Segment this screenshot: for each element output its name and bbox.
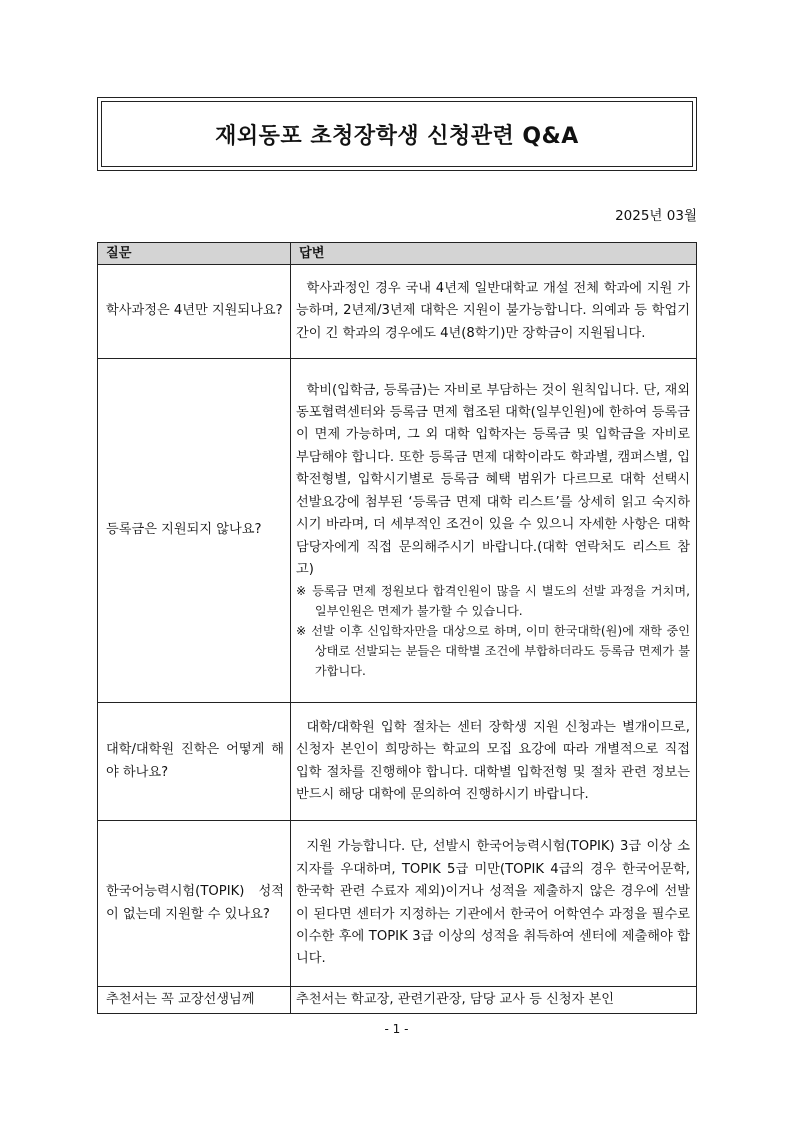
table-row — [98, 987, 697, 1014]
question-cell: 등록금은 지원되지 않나요? — [98, 359, 291, 703]
table-row — [98, 359, 697, 703]
answer-text: 추천서는 학교장, 관련기관장, 담당 교사 등 신청자 본인 — [296, 992, 614, 1007]
answer-cell — [291, 987, 697, 1014]
table-header-row — [98, 243, 697, 265]
table-row — [98, 703, 697, 821]
table-row — [98, 821, 697, 987]
answer-text: 대학/대학원 입학 절차는 센터 장학생 지원 신청과는 별개이므로, 신청자 본인이 희망하는 학교의 모집 요강에 따라 개별적으로 직접 입학 절차를 진행해야 합니다. 대학별 입학전형 및 절차 관련 정보는 반드시 해당 대학에 문의하여 진행하시기 바랍니다. — [296, 719, 690, 802]
answer-cell — [291, 359, 697, 703]
question-cell: 학사과정은 4년만 지원되나요? — [98, 265, 291, 359]
question-cell: 대학/대학원 진학은 어떻게 해야 하나요? — [98, 703, 291, 821]
answer-cell — [291, 265, 697, 359]
qa-table — [97, 242, 697, 1014]
answer-text: 학사과정인 경우 국내 4년제 일반대학교 개설 전체 학과에 지원 가능하며, 2년제/3년제 대학은 지원이 불가능합니다. 의예과 등 학업기간이 긴 학과의 경우에도 4년(8학기)만 장학금이 지원됩니다. — [296, 280, 690, 341]
header-answer: 답변 — [291, 243, 697, 265]
document-date: 2025년 03월 — [615, 208, 697, 224]
document-title: 재외동포 초청장학생 신청관련 Q&A — [215, 123, 579, 149]
answer-cell — [291, 703, 697, 821]
header-question: 질문 — [98, 243, 291, 265]
note-text: ※ 등록금 면제 정원보다 합격인원이 많을 시 별도의 선발 과정을 거치며, 일부인원은 면제가 불가할 수 있습니다. — [296, 584, 690, 619]
table-row — [98, 265, 697, 359]
page-number: - 1 - — [384, 1022, 409, 1036]
note-text: ※ 선발 이후 신입학자만을 대상으로 하며, 이미 한국대학(원)에 재학 중인 상태로 선발되는 분들은 대학별 조건에 부합하더라도 등록금 면제가 불가합니다. — [296, 624, 690, 679]
question-cell: 한국어능력시험(TOPIK) 성적이 없는데 지원할 수 있나요? — [98, 821, 291, 987]
question-cell: 추천서는 꼭 교장선생님께 — [98, 987, 291, 1014]
answer-cell — [291, 821, 697, 987]
answer-text: 학비(입학금, 등록금)는 자비로 부담하는 것이 원칙입니다. 단, 재외동포협력센터와 등록금 면제 협조된 대학(일부인원)에 한하여 등록금이 면제 가능하며, 그 외 대학 입학자는 등록금 및 입학금을 자비로 부담해야 합니다. 또한 등록금 면제 대학이라도 학과별, 캠퍼스별, 입학전형별, 입학시기별로 등록금 혜택 범위가 다르므로 대학 선택시 선발요강에 첨부된 ‘등록금 면제 대학 리스트’를 상세히 읽고 숙지하시기 바라며, 더 세부적인 조건이 있을 수 있으니 자세한 사항은 대학 담당자에게 직접 문의해주시기 바랍니다.(대학 연락처도 리스트 참고) — [296, 382, 690, 577]
answer-text: 지원 가능합니다. 단, 선발시 한국어능력시험(TOPIK) 3급 이상 소지자를 우대하며, TOPIK 5급 미만(TOPIK 4급의 경우 한국어문학, 한국학 관련 수료자 제외)이거나 성적을 제출하지 않은 경우에 선발이 된다면 센터가 지정하는 기관에서 한국어 어학연수 과정을 필수로 이수한 후에 TOPIK 3급 이상의 성적을 취득하여 센터에 제출해야 합니다. — [296, 839, 690, 967]
title-box — [97, 97, 697, 171]
title-inner-frame — [101, 101, 693, 167]
